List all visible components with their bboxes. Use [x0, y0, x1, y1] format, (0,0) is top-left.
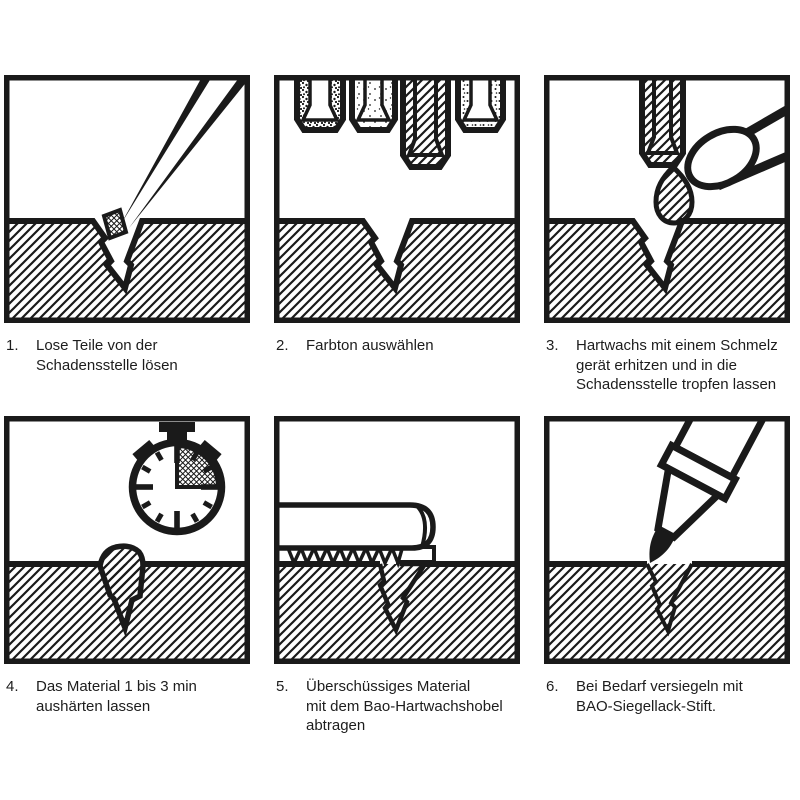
stopwatch-curing-icon — [4, 416, 250, 664]
caption-step-2 — [276, 336, 514, 356]
panel-step-6 — [544, 416, 790, 664]
melting-tool-wax-drop-icon — [544, 75, 790, 323]
caption-step-4 — [6, 677, 244, 716]
step-number: 3. — [546, 337, 559, 354]
caption-line: Hartwachs mit einem Schmelz — [576, 337, 778, 354]
step-number: 2. — [276, 337, 289, 354]
wax-stick-1 — [297, 75, 343, 130]
wax-stick-4 — [458, 75, 503, 130]
melting-tool-icon — [677, 108, 790, 198]
wax-stick-2 — [352, 75, 395, 130]
caption-line: gerät erhitzen und in die — [576, 356, 737, 374]
caption-line: BAO-Siegellack-Stift. — [576, 697, 717, 715]
sealing-marker-icon — [544, 416, 790, 664]
caption-line: mit dem Bao-Hartwachshobel — [306, 697, 503, 715]
step-number: 6. — [546, 678, 559, 695]
marker-pen-icon — [618, 416, 790, 580]
caption-line: aushärten lassen — [36, 697, 151, 715]
panel-step-1 — [4, 75, 250, 323]
panel-step-4 — [4, 416, 250, 664]
caption-line: Das Material 1 bis 3 min — [36, 678, 197, 695]
caption-line: Bei Bedarf versiegeln mit — [576, 678, 743, 695]
caption-line: abtragen — [306, 717, 366, 734]
caption-step-5 — [276, 677, 514, 736]
tweezers-icon — [121, 75, 250, 228]
surface-hatch — [544, 564, 790, 664]
loose-chip — [104, 210, 126, 238]
step-number: 4. — [6, 678, 19, 695]
wax-stick-selected — [403, 75, 448, 167]
hard-wax-stick — [642, 75, 683, 165]
surface-hatch — [274, 564, 520, 664]
caption-step-6 — [546, 677, 784, 716]
panel-step-5 — [274, 416, 520, 664]
caption-step-1 — [6, 336, 244, 375]
plane-tool-icon — [274, 505, 434, 563]
caption-line: Farbton auswählen — [306, 337, 434, 354]
panel-step-2 — [274, 75, 520, 323]
caption-line: Schadensstelle lösen — [36, 356, 178, 374]
caption-line: Schadensstelle tropfen lassen — [576, 376, 777, 393]
caption-step-3 — [546, 336, 784, 395]
step-number: 1. — [6, 337, 19, 354]
wax-stick-color-selection-icon — [274, 75, 520, 323]
tweezers-loosen-damage-icon — [4, 75, 250, 323]
wax-plane-removal-icon — [274, 416, 520, 664]
panel-step-3 — [544, 75, 790, 323]
stopwatch-icon — [132, 422, 221, 532]
step-number: 5. — [276, 678, 289, 695]
caption-line: Lose Teile von der — [36, 337, 158, 354]
caption-line: Überschüssiges Material — [306, 678, 471, 695]
